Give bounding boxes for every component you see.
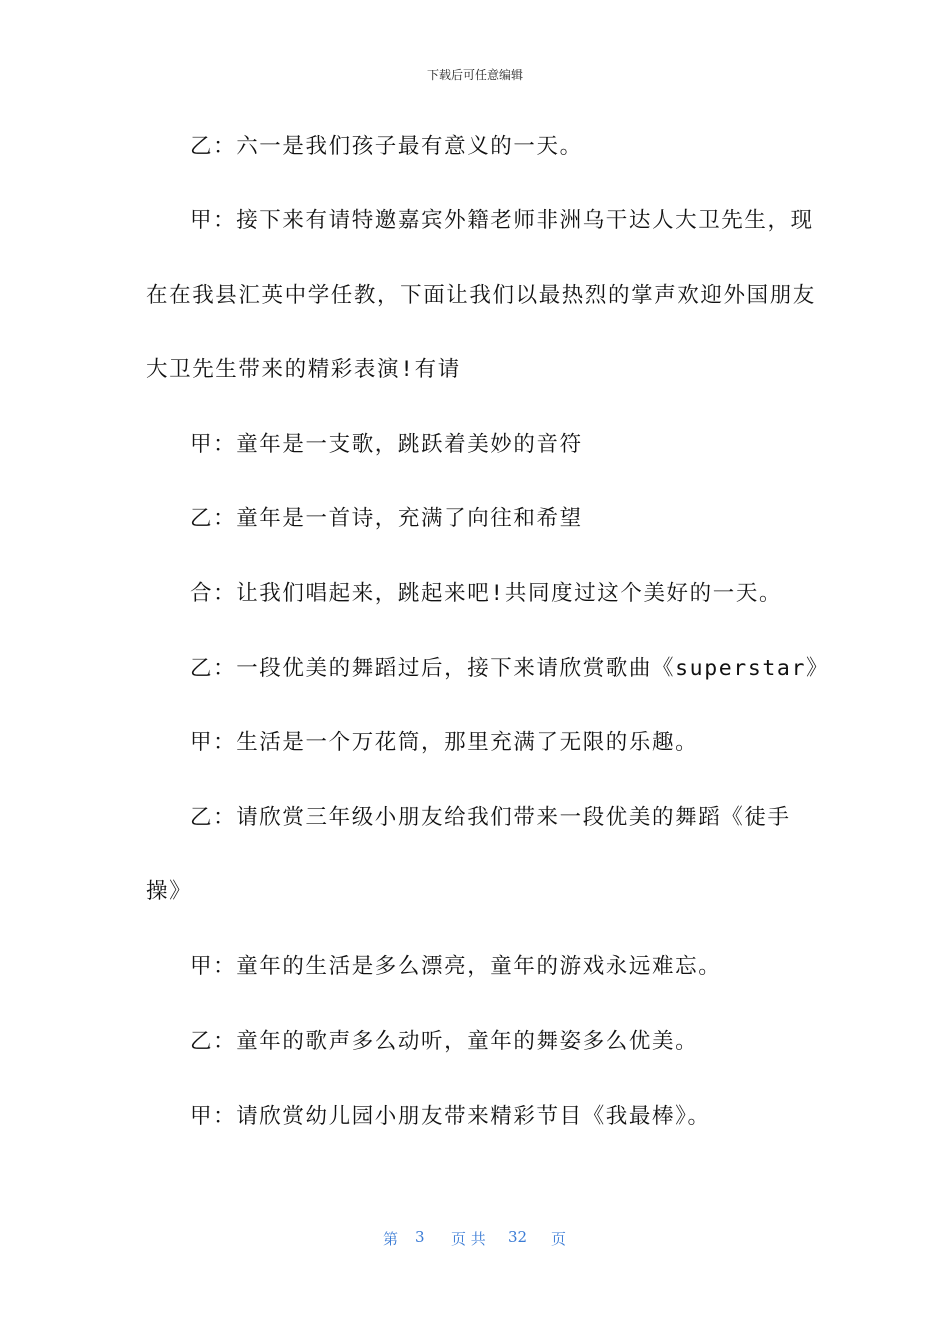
paragraph-line: 在在我县汇英中学任教，下面让我们以最热烈的掌声欢迎外国朋友 (146, 283, 816, 308)
page-suffix: 页 (551, 1230, 567, 1248)
paragraph-line: 甲：童年是一支歌，跳跃着美妙的音符 (190, 432, 583, 457)
paragraph-line: 乙：童年是一首诗，充满了向往和希望 (190, 506, 583, 531)
paragraph-line: 操》 (146, 879, 193, 904)
total-page-count: 32 (508, 1228, 528, 1246)
paragraph-line: 甲：童年的生活是多么漂亮，童年的游戏永远难忘。 (190, 954, 722, 979)
paragraph-line: 乙：童年的歌声多么动听，童年的舞姿多么优美。 (190, 1029, 699, 1054)
current-page-number: 3 (415, 1228, 425, 1246)
paragraph-line: 乙：一段优美的舞蹈过后，接下来请欣赏歌曲《superstar》 (190, 656, 830, 681)
page-prefix: 第 (383, 1230, 399, 1248)
page-number-footer (0, 1228, 950, 1252)
paragraph-line: 甲：生活是一个万花筒，那里充满了无限的乐趣。 (190, 730, 699, 755)
paragraph-line: 乙：请欣赏三年级小朋友给我们带来一段优美的舞蹈《徒手 (190, 805, 791, 830)
paragraph-line: 大卫先生带来的精彩表演!有请 (146, 357, 461, 382)
page-header-note: 下载后可任意编辑 (426, 68, 523, 82)
page-middle-text: 页 共 (451, 1230, 486, 1248)
paragraph-line: 合：让我们唱起来，跳起来吧!共同度过这个美好的一天。 (190, 581, 783, 606)
paragraph-line: 甲：接下来有请特邀嘉宾外籍老师非洲乌干达人大卫先生，现 (190, 208, 814, 233)
paragraph-line: 乙：六一是我们孩子最有意义的一天。 (190, 134, 583, 159)
paragraph-line: 甲：请欣赏幼儿园小朋友带来精彩节目《我最棒》。 (190, 1104, 711, 1129)
